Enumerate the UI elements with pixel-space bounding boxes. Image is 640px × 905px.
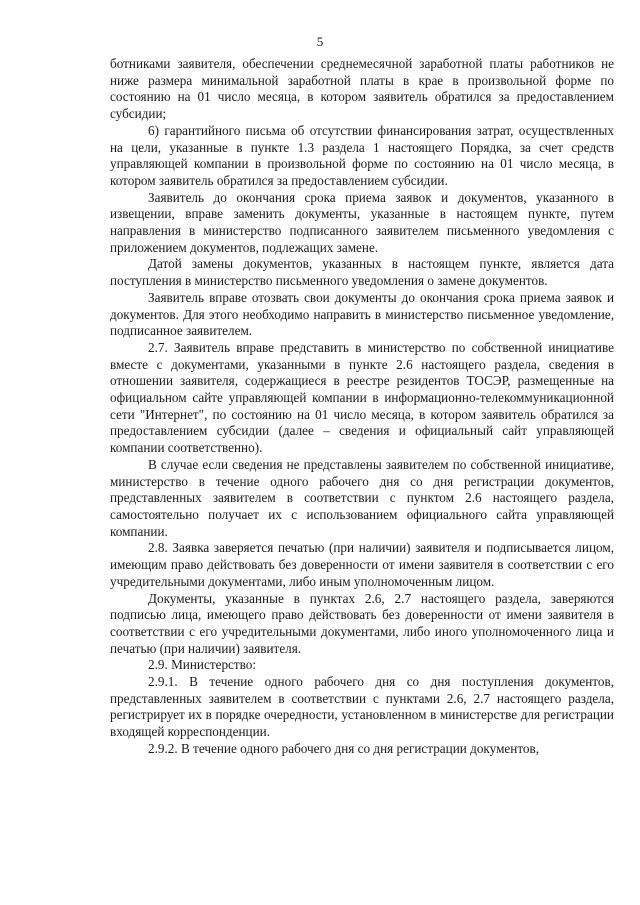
paragraph-2-9-1: 2.9.1. В течение одного рабочего дня со дня поступления документов, представленных заявителем в соответствии с пунктами 2.6, 2.7 настоящего раздела, регистрирует их в порядке очередности, установленном в министерстве для регистрации входящей корреспонденции. xyxy=(110,674,614,740)
paragraph-info-not-submitted: В случае если сведения не представлены заявителем по собственной инициативе, министерство в течение одного рабочего дня со дня регистрации документов, представленных заявителем в соответствии с пунктом 2.6 настоящего раздела, самостоятельно получает их с использованием официального сайта управляющей компании. xyxy=(110,456,614,539)
paragraph-2-9-2: 2.9.2. В течение одного рабочего дня со дня регистрации документов, xyxy=(148,740,540,756)
paragraph-replacement-date: Датой замены документов, указанных в настоящем пункте, является дата поступления в министерство письменного уведомления о замене документов. xyxy=(110,256,614,289)
paragraph-2-7: 2.7. Заявитель вправе представить в министерство по собственной инициативе вместе с документами, указанными в пункте 2.6 настоящего раздела, сведения в отношении заявителя, содержащиеся в реестре резидентов ТОСЭР, размещенные на официальном сайте управляющей компании в информационно-телекоммуникационной сети "Интернет", по состоянию на 01 число месяца, в котором заявитель обратился за предоставлением субсидии (далее – сведения и официальный сайт управляющей компании соответственно). xyxy=(110,339,614,456)
page-number: 5 xyxy=(316,34,324,49)
paragraph-withdraw-documents: Заявитель вправе отозвать свои документы до окончания срока приема заявок и документов. Для этого необходимо направить в министерство письменное уведомление, подписанное заявителем. xyxy=(110,289,614,339)
paragraph-2-9: 2.9. Министерство: xyxy=(148,657,257,673)
paragraph-2-8: 2.8. Заявка заверяется печатью (при наличии) заявителя и подписывается лицом, имеющим право действовать без доверенности от имени заявителя в соответствии с его учредительными документами, либо иным уполномоченным лицом. xyxy=(110,540,614,589)
paragraph-continuation: ботниками заявителя, обеспечении среднемесячной заработной платы работников не ниже размера минимальной заработной платы в крае в произвольной форме по состоянию на 01 число месяца, в котором заявитель обратился за предоставлением субсидии; xyxy=(110,56,614,122)
paragraph-item-6: 6) гарантийного письма об отсутствии финансирования затрат, осуществленных на цели, указанные в пункте 1.3 раздела 1 настоящего Порядка, за счет средств управляющей компании в произвольной форме по состоянию на 01 число месяца, в котором заявитель обратился за предоставлением субсидии. xyxy=(110,122,614,188)
paragraph-documents-certified: Документы, указанные в пунктах 2.6, 2.7 настоящего раздела, заверяются подписью лица, имеющего право действовать без доверенности от имени заявителя в соответствии с его учредительными документами, либо иного уполномоченного лица и печатью (при наличии) заявителя. xyxy=(110,590,614,656)
document-body xyxy=(110,56,614,758)
paragraph-replace-documents: Заявитель до окончания срока приема заявок и документов, указанного в извещении, вправе заменить документы, указанные в настоящем пункте, путем направления в министерство подписанного заявителем письменного уведомления с приложением документов, подлежащих замене. xyxy=(110,189,614,255)
